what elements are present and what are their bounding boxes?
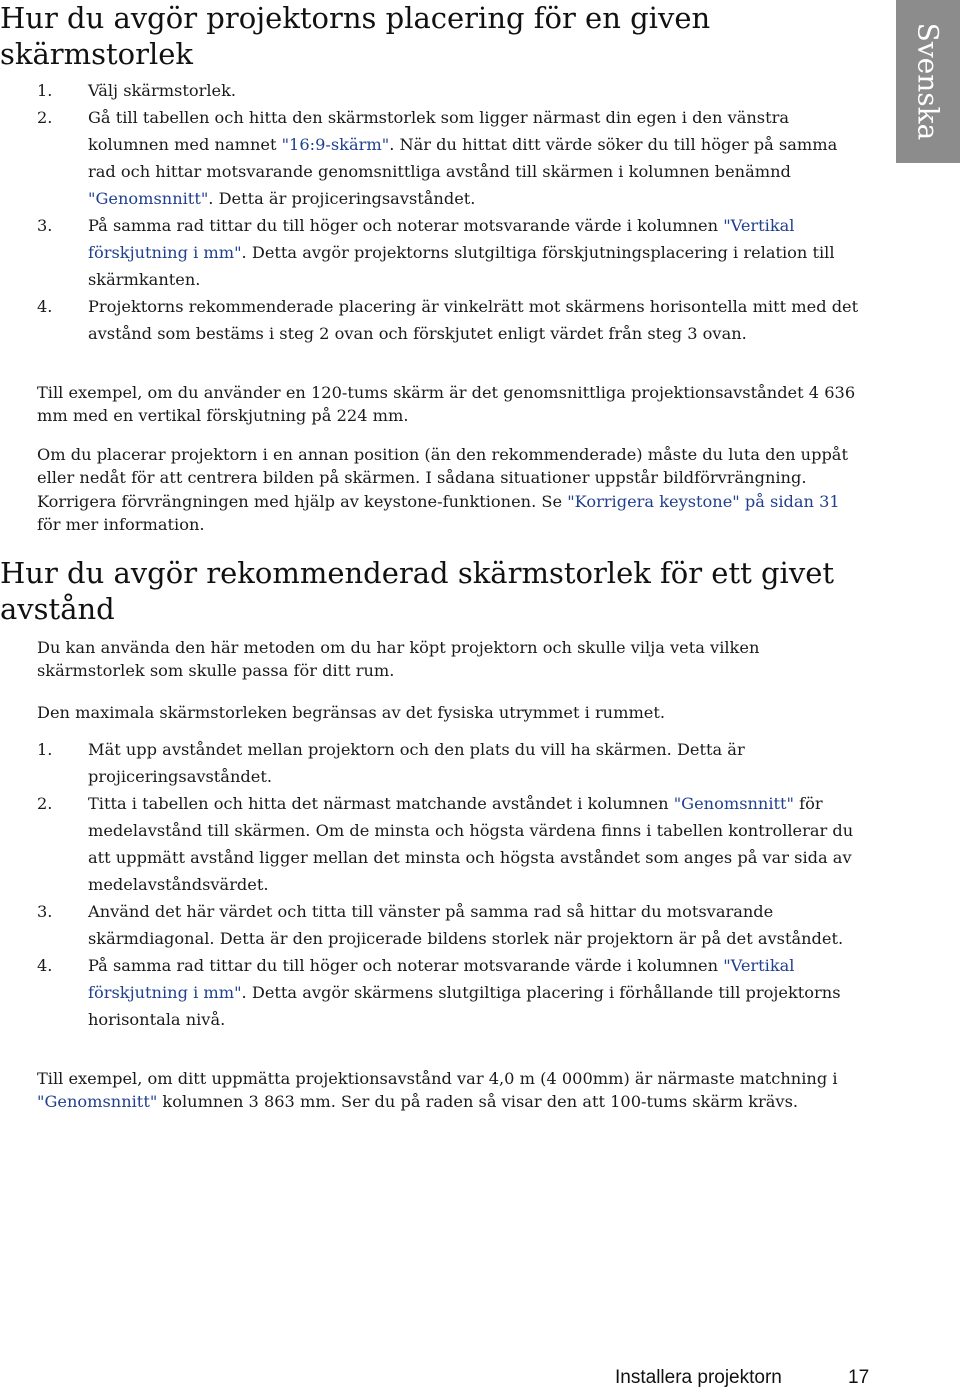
keystone-page-link[interactable]: "Korrigera keystone" på sidan 31 [567,491,840,511]
list-item: 4. Projektorns rekommenderade placering är vinkelrätt mot skärmens horisontella mitt med det avstånd som bestäms i steg 2 ovan och förskjutet enligt värdet från steg 3 ovan. [37,297,859,343]
vertical-offset-link[interactable]: "Vertikal förskjutning i mm" [88,216,795,262]
list-item: 2. Gå till tabellen och hitta den skärmstorlek som ligger närmast din egen i den vänstra kolumnen med namnet "16:9-skärm". När du hittat ditt värde söker du till höger på samma rad och hittar motsvarande genomsnittliga avstånd till skärmen i kolumnen benämnd "Genomsnnitt". Detta är projiceringsavståndet. [37,108,838,208]
list-item: 1. Mät upp avståndet mellan projektorn och den plats du vill ha skärmen. Detta är projiceringsavståndet. [37,740,745,786]
limit-paragraph: Den maximala skärmstorleken begränsas av det fysiska utrymmet i rummet. [37,703,666,722]
list-item: 3. På samma rad tittar du till höger och noterar motsvarande värde i kolumnen "Vertikal förskjutning i mm". Detta avgör projektorns slutgiltiga förskjutningsplacering i relation till skärmkanten. [37,216,835,289]
example-paragraph: Till exempel, om du använder en 120-tums skärm är det genomsnittliga projektionsavståndet 4 636 mm med en vertikal förskjutning på 224 mm. [37,383,856,426]
list-item: 1. Välj skärmstorlek. [37,81,237,100]
average-column-link[interactable]: "Genomsnnitt" [37,1092,158,1112]
average-column-link[interactable]: "Genomsnnitt" [673,794,794,813]
example-paragraph: Till exempel, om ditt uppmätta projektionsavstånd var 4,0 m (4 000mm) är närmaste matchning i "Genomsnnitt" kolumnen 3 863 mm. Ser du på raden så visar den att 100-tums skärm krävs. [37,1069,838,1112]
placement-steps [37,77,867,347]
list-item: 4. På samma rad tittar du till höger och noterar motsvarande värde i kolumnen "Vertikal förskjutning i mm". Detta avgör skärmens slutgiltiga placering i förhållande till projektorns horisontala nivå. [37,956,841,1029]
vertical-offset-link[interactable]: "Vertikal förskjutning i mm" [88,956,795,1002]
average-column-link[interactable]: "Genomsnnitt" [88,189,209,208]
list-item: 2. Titta i tabellen och hitta det närmast matchande avståndet i kolumnen "Genomsnnitt" för medelavstånd till skärmen. Om de minsta och högsta värdena finns i tabellen kontrollerar du att uppmätt avstånd ligger mellan det minsta och högsta avståndet som anges på var sida av medelavståndsvärdet. [37,794,854,894]
screen-size-steps [37,736,867,1033]
page-footer [615,1366,875,1390]
page-number: 17 [848,1367,870,1388]
list-item: 3. Använd det här värdet och titta till vänster på samma rad så hittar du motsvarande skärmdiagonal. Detta är den projicerade bildens storlek när projektorn är på det avståndet. [37,902,844,948]
section-title-placement: Hur du avgör projektorns placering för en given skärmstorlek [0,1,711,71]
section-title-screen-size: Hur du avgör rekommenderad skärmstorlek för ett givet avstånd [0,556,835,626]
language-tab [896,0,960,163]
screen-column-link[interactable]: "16:9-skärm" [281,135,390,154]
intro-paragraph: Du kan använda den här metoden om du har köpt projektorn och skulle vilja veta vilken skärmstorlek som skulle passa för ditt rum. [37,638,760,681]
footer-section-name: Installera projektorn [615,1367,782,1388]
note-paragraph: Om du placerar projektorn i en annan position (än den rekommenderade) måste du luta den uppåt eller nedåt för att centrera bilden på skärmen. I sådana situationer uppstår bildförvrängning. Korrigera förvrängningen med hjälp av keystone-funktionen. Se "Korrigera keystone" på sidan 31 för mer information. [37,445,848,535]
language-tab-label: Svenska [911,22,945,141]
